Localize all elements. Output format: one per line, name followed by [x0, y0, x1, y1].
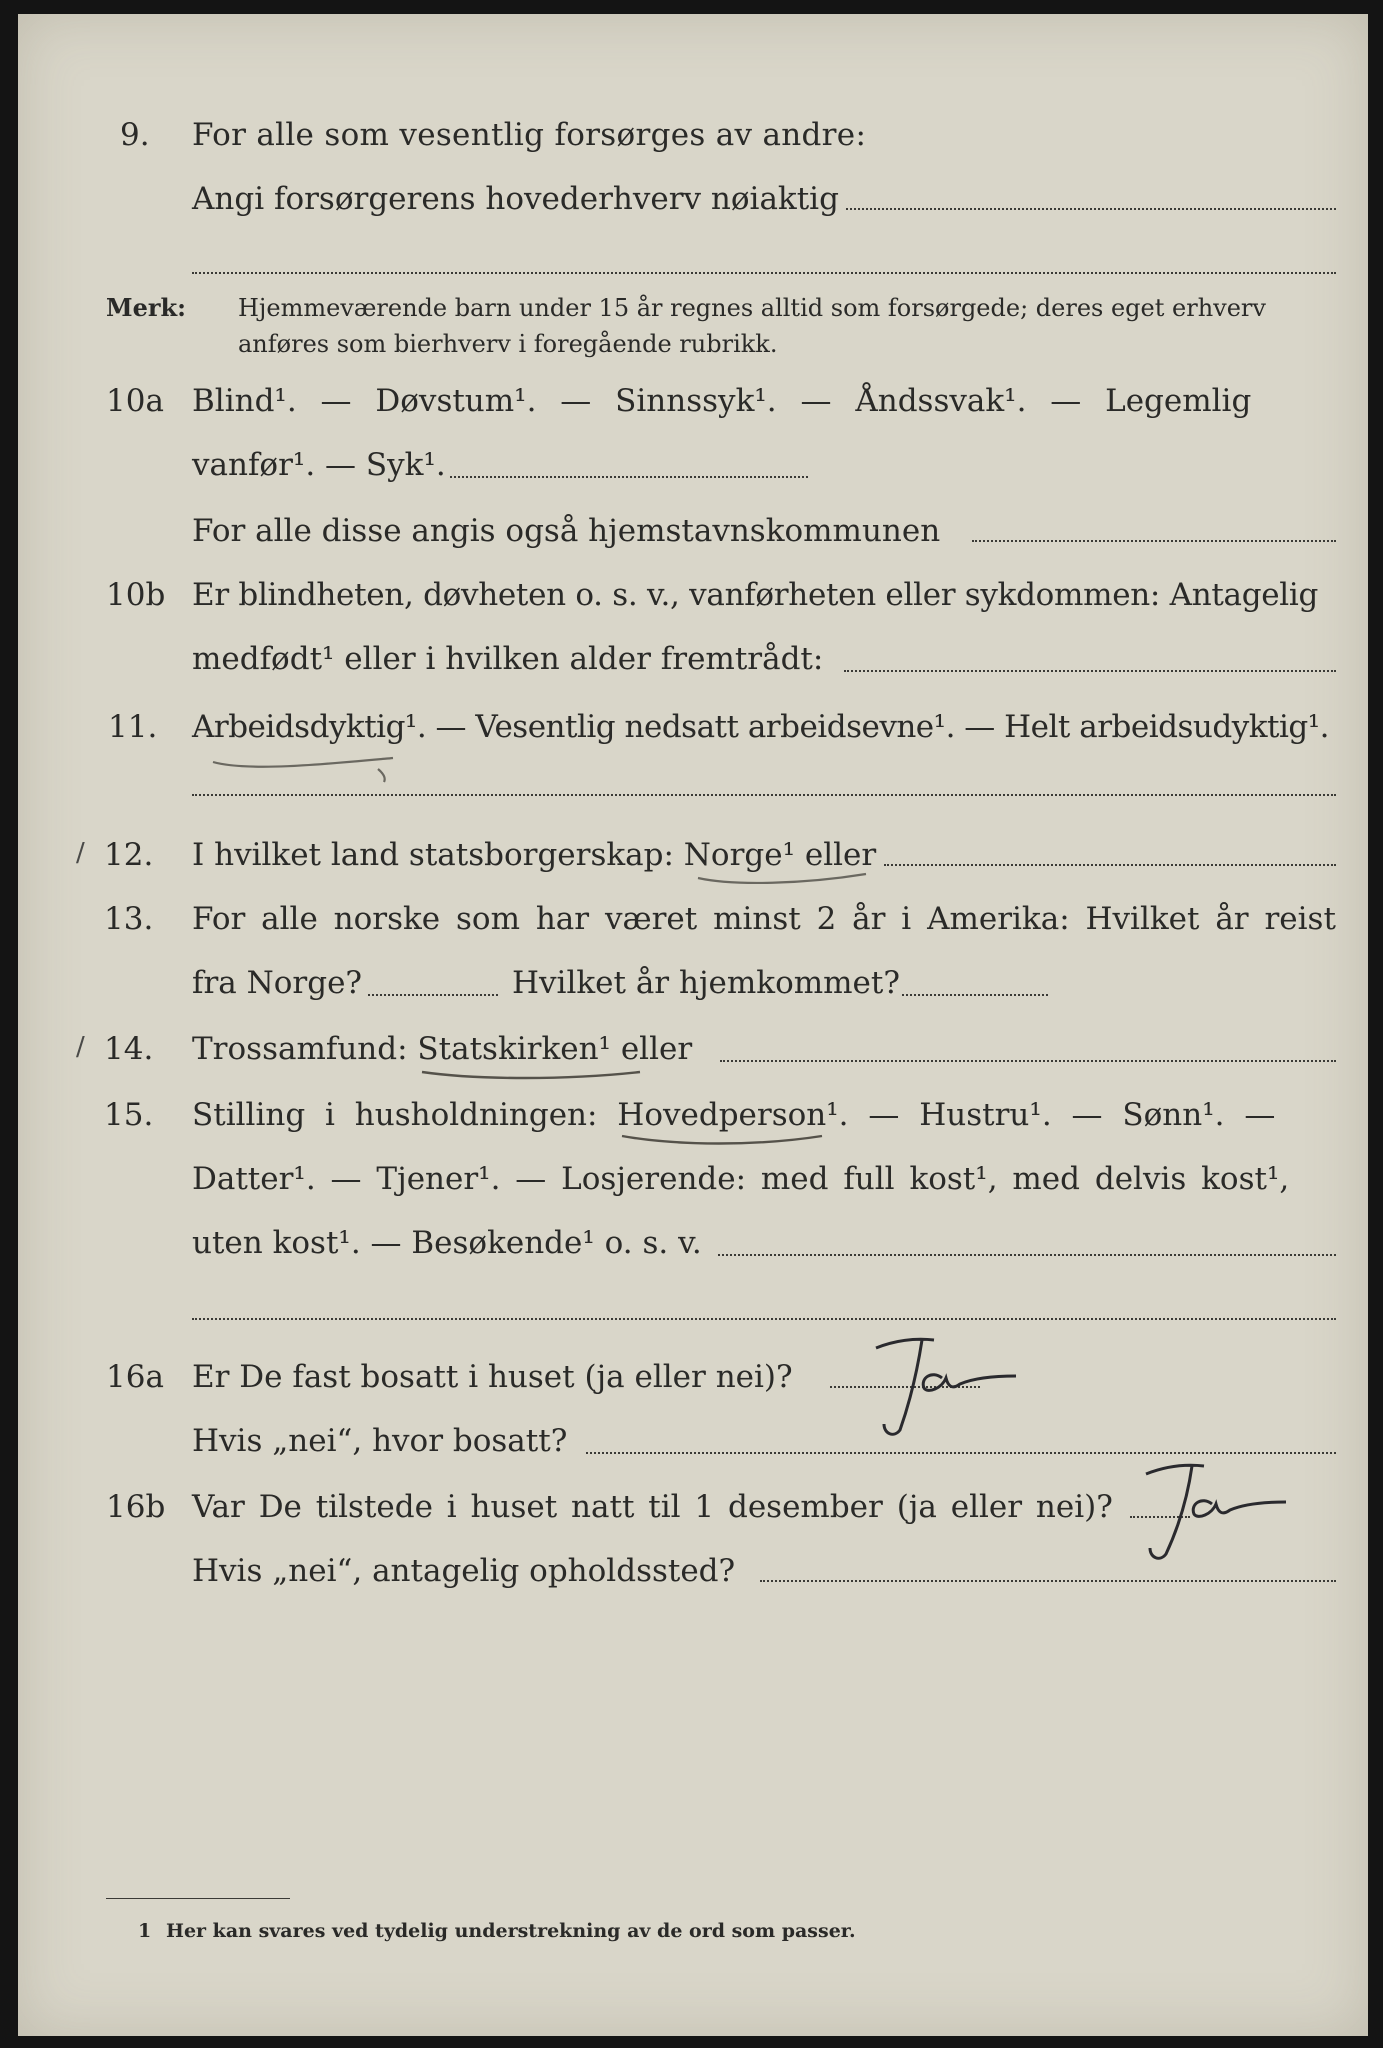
merk-line1: Hjemmeværende barn under 15 år regnes alltid som forsørgede; deres eget erhverv	[238, 294, 1266, 322]
q15-pencil-underline	[618, 1124, 828, 1154]
q10b-line1: Er blindheten, døvheten o. s. v., vanførheten eller sykdommen: Antagelig	[192, 577, 1319, 613]
q9-number: 9.	[120, 117, 150, 153]
q15-number: 15.	[104, 1097, 154, 1133]
q13-number: 13.	[104, 901, 154, 937]
q14-number: 14.	[104, 1031, 154, 1067]
q9-answer-line-2[interactable]	[192, 272, 1336, 274]
footnote-text: Her kan svares ved tydelig understrekning av de ord som passer.	[166, 1920, 856, 1942]
merk-line2: anføres som bierhverv i foregående rubrikk.	[238, 330, 778, 358]
q10a-line2: vanfør¹. — Syk¹.	[192, 447, 446, 483]
q12-pencil-underline	[694, 862, 874, 892]
q9-line2: Angi forsørgerens hovederhverv nøiaktig	[192, 181, 839, 217]
q12-line1: I hvilket land statsborgerskap: Norge¹ eller	[192, 837, 877, 873]
q16a-answer-text: Ja	[856, 1311, 872, 1330]
q14-answer-line[interactable]	[720, 1060, 1336, 1062]
q15-line2: Datter¹. — Tjener¹. — Losjerende: med full kost¹, med delvis kost¹,	[192, 1161, 1290, 1197]
q14-pencil-underline	[418, 1058, 648, 1088]
q10a-number: 10a	[106, 383, 164, 419]
q13-line2b: Hvilket år hjemkommet?	[512, 965, 900, 1001]
q13-line2a: fra Norge?	[192, 965, 363, 1001]
q15-answer-line-2[interactable]	[192, 1318, 1336, 1320]
q16b-line1: Var De tilstede i huset natt til 1 desember (ja eller nei)?	[192, 1489, 1113, 1525]
q9-answer-line[interactable]	[846, 208, 1336, 210]
q10a-line3: For alle disse angis også hjemstavnskommunen	[192, 513, 941, 549]
q11-pencil-underline	[208, 734, 408, 784]
census-form-page	[18, 14, 1368, 2036]
q16b-where-line[interactable]	[760, 1580, 1336, 1582]
q13-year-left-line[interactable]	[368, 994, 498, 996]
q10b-line2: medfødt¹ eller i hvilken alder fremtrådt:	[192, 641, 824, 677]
footnote-rule	[106, 1898, 290, 1899]
q10b-answer-line[interactable]	[844, 670, 1336, 672]
q10b-number: 10b	[106, 577, 166, 613]
q11-line1: Arbeidsdyktig¹. — Vesentlig nedsatt arbeidsevne¹. — Helt arbeidsudyktig¹.	[192, 709, 1330, 745]
merk-label: Merk:	[106, 293, 186, 322]
q15-line3: uten kost¹. — Besøkende¹ o. s. v.	[192, 1225, 702, 1261]
q14-check-mark: /	[76, 1032, 85, 1062]
q16b-handwritten-answer	[1118, 1439, 1298, 1574]
q16b-number: 16b	[106, 1489, 166, 1525]
q16a-number: 16a	[106, 1359, 164, 1395]
q12-number: 12.	[104, 837, 154, 873]
q16a-line2: Hvis „nei“, hvor bosatt?	[192, 1423, 568, 1459]
q13-year-home-line[interactable]	[902, 994, 1048, 996]
q16a-handwritten-answer	[856, 1311, 1026, 1446]
q9-line1: For alle som vesentlig forsørges av andre:	[192, 117, 867, 153]
q16a-line1: Er De fast bosatt i huset (ja eller nei)?	[192, 1359, 793, 1395]
q13-line1: For alle norske som har været minst 2 år i Amerika: Hvilket år reist	[192, 901, 1336, 937]
q11-number: 11.	[108, 709, 158, 745]
q15-line1: Stilling i husholdningen: Hovedperson¹. — Hustru¹. — Sønn¹. —	[192, 1097, 1276, 1133]
q14-line1: Trossamfund: Statskirken¹ eller	[192, 1031, 693, 1067]
q15-answer-line[interactable]	[718, 1254, 1336, 1256]
footnote-mark: 1	[138, 1920, 152, 1942]
q16b-answer-text: Ja	[1118, 1439, 1134, 1458]
q11-answer-line[interactable]	[192, 794, 1336, 796]
q10a-home-answer-line[interactable]	[972, 540, 1336, 542]
q16b-line2: Hvis „nei“, antagelig opholdssted?	[192, 1553, 736, 1589]
q12-answer-line[interactable]	[884, 864, 1336, 866]
q12-check-mark: /	[76, 838, 85, 868]
q10a-line1: Blind¹. — Døvstum¹. — Sinnssyk¹. — Åndssvak¹. — Legemlig	[192, 383, 1252, 419]
q10a-answer-line[interactable]	[450, 476, 808, 478]
